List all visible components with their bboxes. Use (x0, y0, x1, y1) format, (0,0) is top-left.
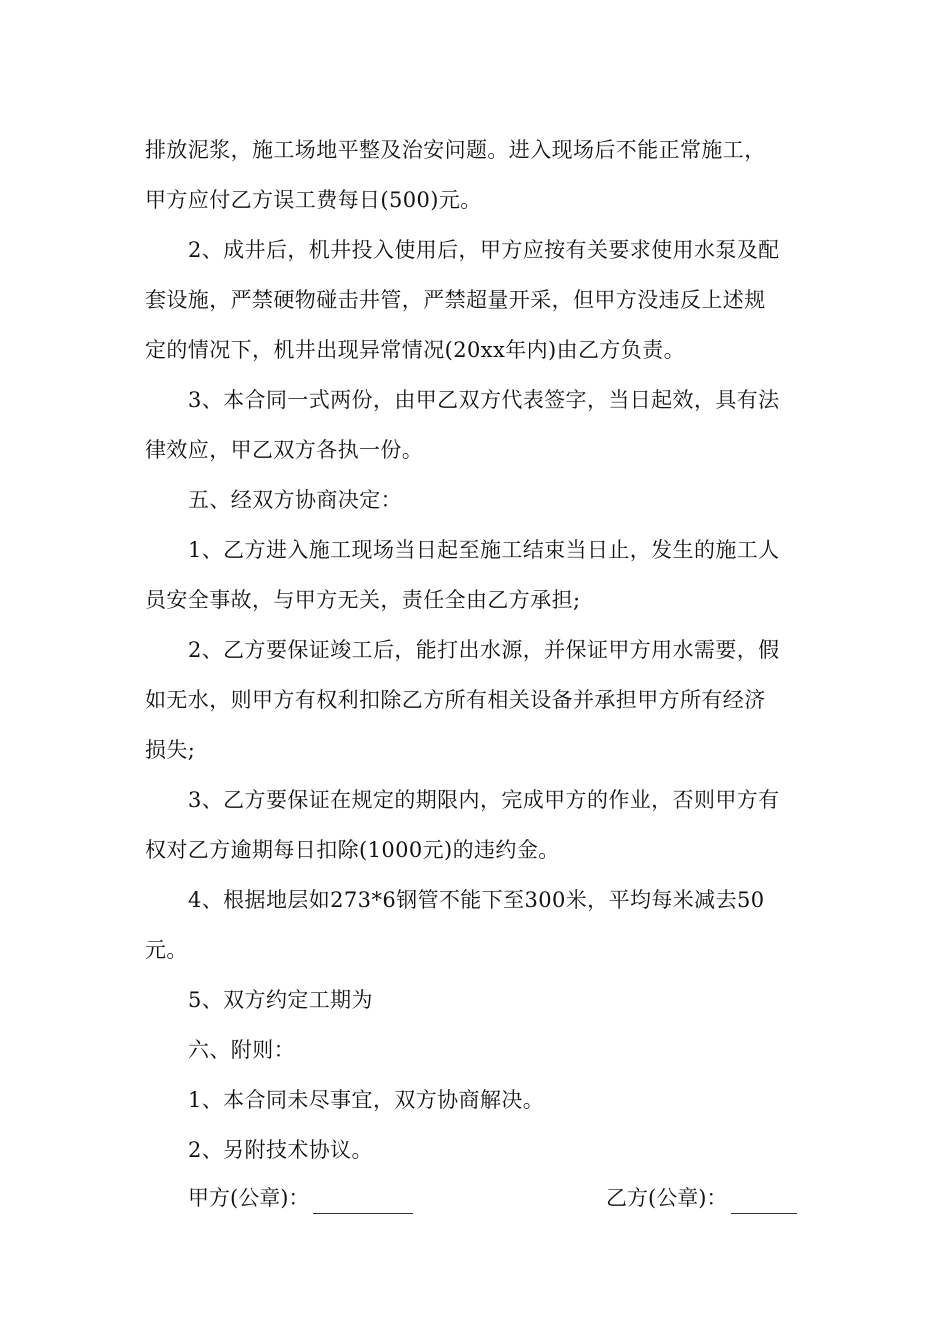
section-5-clause-2 (145, 625, 809, 775)
paragraph-line: 2、成井后，机井投入使用后，甲方应按有关要求使用水泵及配 (188, 238, 780, 262)
party-a-signature-blank (313, 1185, 413, 1214)
paragraph-line: 1、乙方进入施工现场当日起至施工结束当日止，发生的施工人 (188, 538, 780, 562)
paragraph-line: 3、本合同一式两份，由甲乙双方代表签字，当日起效，具有法 (188, 388, 780, 412)
section-5-clause-5 (145, 975, 809, 1025)
clause-3 (145, 375, 809, 475)
signature-row (188, 1173, 809, 1223)
party-b-signature (606, 1173, 797, 1223)
paragraph-line: 权对乙方逾期每日扣除(1000元)的违约金。 (145, 838, 560, 862)
paragraph-line: 排放泥浆，施工场地平整及治安问题。进入现场后不能正常施工， (145, 138, 766, 162)
paragraph-line: 损失; (145, 738, 196, 762)
paragraph-line: 2、另附技术协议。 (188, 1138, 373, 1162)
paragraph-line: 员安全事故，与甲方无关，责任全由乙方承担; (145, 588, 581, 612)
section-heading: 五、经双方协商决定： (188, 488, 402, 512)
paragraph-line: 定的情况下，机井出现异常情况(20xx年内)由乙方负责。 (145, 338, 685, 362)
section-heading: 六、附则： (188, 1038, 295, 1062)
party-b-signature-blank (731, 1185, 797, 1214)
section-5-clause-3 (145, 775, 809, 875)
section-5-heading (145, 475, 809, 525)
paragraph-line: 套设施，严禁硬物碰击井管，严禁超量开采，但甲方没违反上述规 (145, 288, 766, 312)
paragraph-line: 2、乙方要保证竣工后，能打出水源，并保证甲方用水需要，假 (188, 638, 780, 662)
party-a-signature (188, 1173, 413, 1223)
paragraph-line: 1、本合同未尽事宜，双方协商解决。 (188, 1088, 545, 1112)
contract-body (145, 125, 809, 225)
paragraph-line: 如无水，则甲方有权利扣除乙方所有相关设备并承担甲方所有经济 (145, 688, 766, 712)
party-b-label: 乙方(公章)： (606, 1186, 728, 1210)
paragraph-line: 4、根据地层如273*6钢管不能下至300米，平均每米减去50 (188, 888, 765, 912)
paragraph-line: 5、双方约定工期为 (188, 988, 373, 1012)
paragraph-line: 甲方应付乙方误工费每日(500)元。 (145, 188, 482, 212)
paragraph-line: 律效应，甲乙双方各执一份。 (145, 438, 424, 462)
section-5-clause-1 (145, 525, 809, 625)
section-5-clause-4 (145, 875, 809, 975)
paragraph-line: 3、乙方要保证在规定的期限内，完成甲方的作业，否则甲方有 (188, 788, 780, 812)
party-a-label: 甲方(公章)： (188, 1186, 310, 1210)
paragraph-line: 元。 (145, 938, 188, 962)
section-6-clauses (145, 1075, 809, 1175)
clause-2 (145, 225, 809, 375)
section-6-heading (145, 1025, 809, 1075)
